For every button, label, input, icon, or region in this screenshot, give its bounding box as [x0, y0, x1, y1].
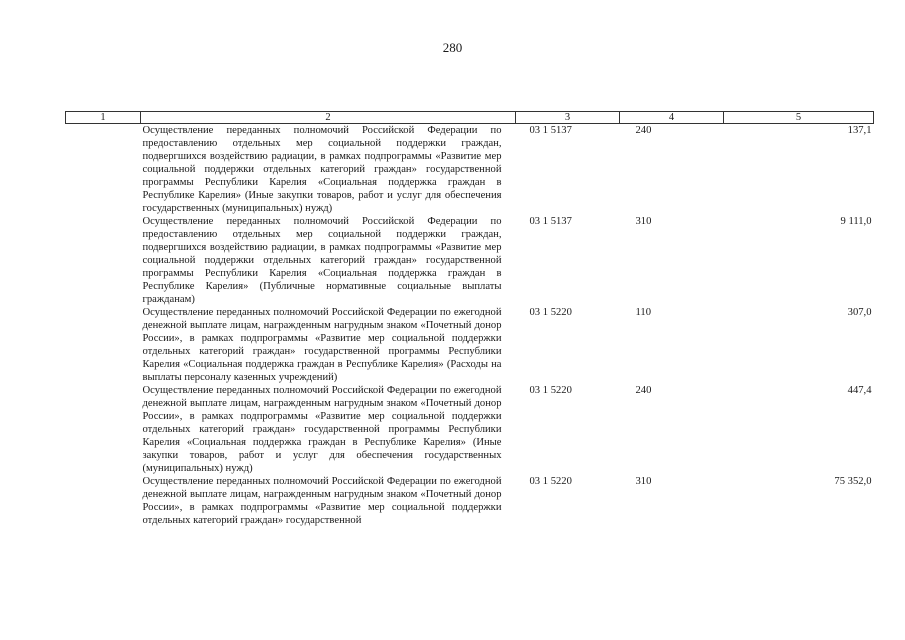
row-target-code: 03 1 5220 [529, 385, 572, 396]
table-row [66, 215, 874, 306]
header-col-5: 5 [724, 112, 874, 124]
row-target-code: 03 1 5220 [529, 476, 572, 487]
table-header-row [66, 112, 874, 124]
row-description: Осуществление переданных полномочий Российской Федерации по ежегодной денежной выплате лицам, награжденным нагрудным знаком «Почетный донор России», в рамках подпрограммы «Развитие мер социальной поддержки отдельных категорий граждан» государственной программы Республики Карелия «Социальная поддержка граждан в Республике Карелия» (Расходы на выплаты персоналу казенных учреждений) [142, 307, 502, 383]
row-description: Осуществление переданных полномочий Российской Федерации по ежегодной денежной выплате лицам, награжденным нагрудным знаком «Почетный донор России», в рамках подпрограммы «Развитие мер социальной поддержки отдельных категорий граждан» государственной [142, 476, 502, 526]
header-col-1: 1 [66, 112, 141, 124]
header-col-2: 2 [141, 112, 516, 124]
row-amount: 447,4 [847, 385, 872, 396]
table-row [66, 124, 874, 216]
row-amount: 9 111,0 [840, 216, 872, 227]
header-col-4: 4 [620, 112, 724, 124]
row-index-cell [66, 384, 141, 475]
row-index-cell [66, 306, 141, 384]
page-number: 280 [442, 40, 463, 55]
table-row [66, 306, 874, 384]
header-col-3: 3 [516, 112, 620, 124]
row-amount: 75 352,0 [834, 476, 872, 487]
row-expense-type: 240 [635, 125, 652, 136]
row-index-cell [66, 124, 141, 216]
row-description: Осуществление переданных полномочий Российской Федерации по ежегодной денежной выплате лицам, награжденным нагрудным знаком «Почетный донор России», в рамках подпрограммы «Развитие мер социальной поддержки отдельных категорий граждан» государственной программы Республики Карелия «Социальная поддержка граждан в Республике Карелия» (Иные закупки товаров, работ и услуг для обеспечения государственных (муниципальных) нужд) [142, 385, 502, 474]
row-index-cell [66, 215, 141, 306]
row-expense-type: 240 [635, 385, 652, 396]
row-target-code: 03 1 5137 [529, 125, 572, 136]
budget-table [65, 111, 874, 527]
row-amount: 307,0 [847, 307, 872, 318]
row-index-cell [66, 475, 141, 527]
row-target-code: 03 1 5137 [529, 216, 572, 227]
row-expense-type: 110 [635, 307, 651, 318]
row-description: Осуществление переданных полномочий Российской Федерации по предоставлению отдельных мер социальной поддержки граждан, подвергшихся воздействию радиации, в рамках подпрограммы «Развитие мер социальной поддержки отдельных категорий граждан» государственной программы Республики Карелия «Социальная поддержка граждан в Республике Карелия» (Публичные нормативные социальные выплаты гражданам) [142, 216, 502, 305]
table-row [66, 384, 874, 475]
row-amount: 137,1 [847, 125, 872, 136]
row-target-code: 03 1 5220 [529, 307, 572, 318]
table-row [66, 475, 874, 527]
row-description: Осуществление переданных полномочий Российской Федерации по предоставлению отдельных мер социальной поддержки граждан, подвергшихся воздействию радиации, в рамках подпрограммы «Развитие мер социальной поддержки отдельных категорий граждан» государственной программы Республики Карелия «Социальная поддержка граждан в Республике Карелия» (Иные закупки товаров, работ и услуг для обеспечения государственных (муниципальных) нужд) [142, 125, 502, 214]
row-expense-type: 310 [635, 216, 652, 227]
row-expense-type: 310 [635, 476, 652, 487]
